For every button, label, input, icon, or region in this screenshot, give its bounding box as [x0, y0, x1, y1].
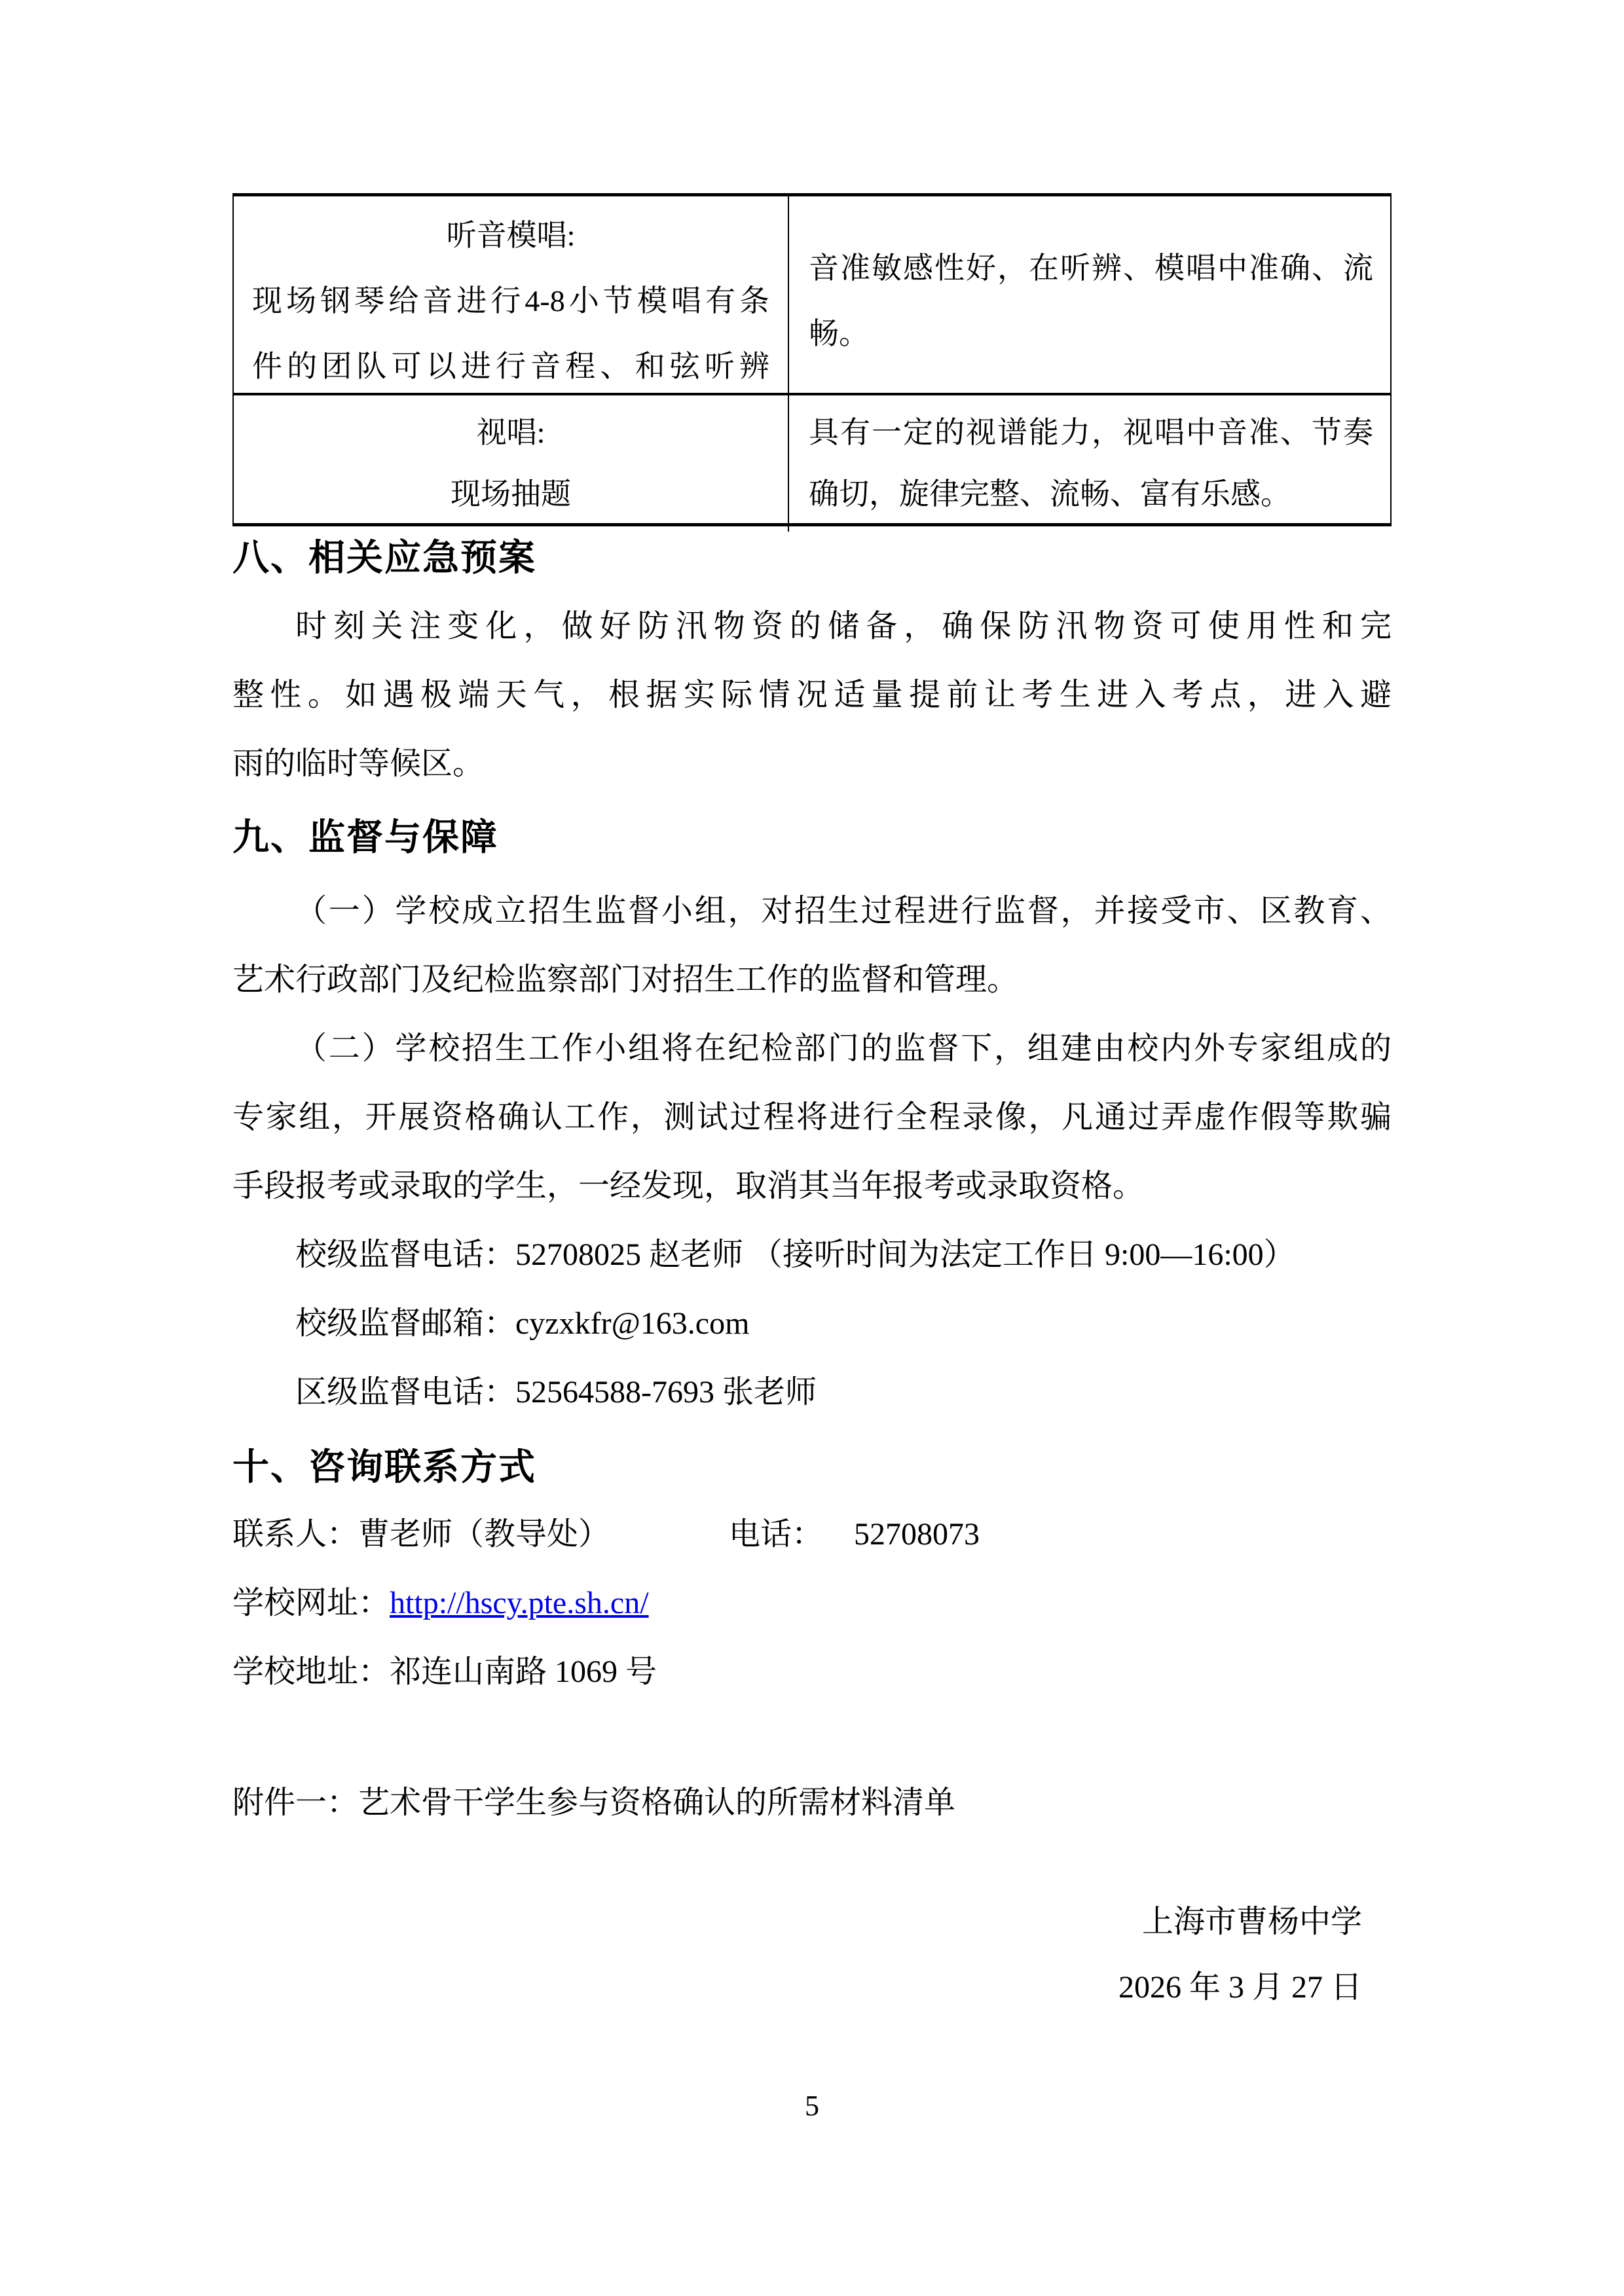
- criteria-line: 音准敏感性好，在听辨、模唱中准确、流: [809, 251, 1373, 285]
- signature-block: [232, 1889, 1392, 2020]
- contact-person-line: [232, 1500, 1392, 1569]
- paragraph-line: 专家组，开展资格确认工作，测试过程将进行全程录像，凡通过弄虚作假等欺骗: [232, 1100, 1392, 1135]
- criteria-line: 确切，旋律完整、流畅、富有乐感。: [809, 477, 1291, 511]
- consultation-contacts: [232, 1500, 1392, 1706]
- test-item-desc-line: 件的团队可以进行音程、和弦听辨: [252, 350, 769, 383]
- criteria-line: 具有一定的视谱能力，视唱中音准、节奏: [809, 416, 1373, 449]
- attachment-note: 附件一：艺术骨干学生参与资格确认的所需材料清单: [232, 1785, 956, 1820]
- paragraph-line: 手段报考或录取的学生，一经发现，取消其当年报考或录取资格。: [232, 1169, 1145, 1203]
- district-supervision-phone: 区级监督电话：52564588-7693 张老师: [295, 1375, 817, 1410]
- school-supervision-phone: 校级监督电话：52708025 赵老师 （接听时间为法定工作日 9:00—16:00）: [295, 1237, 1295, 1272]
- signature-school: 上海市曹杨中学: [1141, 1904, 1362, 1939]
- test-item-desc-line: 现场抽题: [451, 477, 571, 511]
- paragraph-line: 艺术行政部门及纪检监察部门对招生工作的监督和管理。: [232, 962, 1019, 997]
- table-cell-criteria: [789, 395, 1390, 532]
- test-item-title: 听音模唱:: [446, 219, 576, 252]
- table-row: [234, 196, 1390, 393]
- paragraph-line: （二）学校招生工作小组将在纪检部门的监督下，组建由校内外专家组成的: [295, 1031, 1392, 1066]
- supervision-contacts: [232, 1220, 1392, 1427]
- section10-heading: 十、咨询联系方式: [232, 1446, 536, 1487]
- table-row: [234, 393, 1390, 523]
- section9-paragraph2: [232, 1014, 1392, 1220]
- phone-number: 52708073: [854, 1517, 980, 1552]
- address-line: 学校地址：祁连山南路 1069 号: [232, 1654, 657, 1689]
- signature-date: 2026 年 3 月 27 日: [1118, 1970, 1362, 2005]
- paragraph-line: 整性。如遇极端天气，根据实际情况适量提前让考生进入考点，进入避: [232, 678, 1392, 712]
- phone-label: 电话：: [729, 1517, 824, 1552]
- page-number: 5: [805, 2090, 819, 2122]
- section8-heading: 八、相关应急预案: [232, 537, 536, 578]
- criteria-line: 畅。: [809, 317, 869, 350]
- section9-heading: 九、监督与保障: [232, 816, 498, 858]
- test-item-title: 视唱:: [476, 416, 545, 449]
- school-website-link[interactable]: http://hscy.pte.sh.cn/: [390, 1586, 649, 1620]
- table-cell-criteria: [789, 196, 1390, 406]
- contact-person: 联系人：曹老师（教导处）: [232, 1517, 610, 1552]
- table-cell-test-item: [234, 196, 789, 406]
- paragraph-line: （一）学校成立招生监督小组，对招生过程进行监督，并接受市、区教育、: [295, 894, 1392, 928]
- evaluation-table: [232, 193, 1392, 526]
- school-supervision-email: 校级监督邮箱：cyzxkfr@163.com: [295, 1306, 750, 1341]
- test-item-desc-line: 现场钢琴给音进行4-8小节模唱有条: [252, 284, 769, 318]
- paragraph-line: 雨的临时等候区。: [232, 746, 485, 781]
- paragraph-line: 时刻关注变化，做好防汛物资的储备，确保防汛物资可使用性和完: [295, 609, 1392, 644]
- section8-paragraph: [232, 592, 1392, 798]
- website-label: 学校网址：: [232, 1586, 390, 1620]
- table-cell-test-item: [234, 395, 789, 532]
- website-line: [232, 1569, 1392, 1637]
- section9-paragraph1: [232, 877, 1392, 1014]
